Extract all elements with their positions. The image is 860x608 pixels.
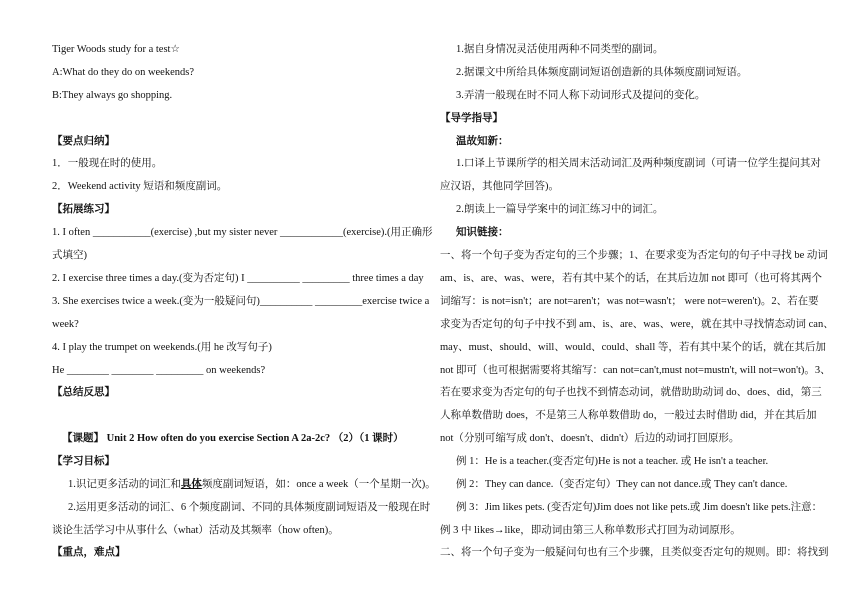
- paragraph-line: 一、将一个句子变为否定句的三个步骤；1、在要求变为否定句的句子中寻找 be 动词: [440, 250, 828, 261]
- section-heading-key-points: 【要点归纳】: [52, 136, 115, 147]
- section-heading-exercises: 【拓展练习】: [52, 204, 115, 215]
- example-question: A:What do they do on weekends?: [52, 67, 195, 78]
- objective-1-part-c: 频度副词短语，如：once a week（一个星期一次)。: [201, 479, 436, 490]
- exercise-3-line-2: week?: [52, 319, 79, 330]
- key-point-1: 1．一般现在时的使用。: [52, 158, 163, 169]
- review-1-line-1: 1.口译上节课所学的相关周末活动词汇及两种频度副词（可请一位学生提问其对: [456, 158, 821, 169]
- example-line-tiger-woods: Tiger Woods study for a test☆: [52, 44, 180, 55]
- paragraph-line: 若在要求变为否定句的句子也找不到情态动词，就借助助动词 do、does、did，第三: [440, 387, 822, 398]
- exercise-4-line-1: 4. I play the trumpet on weekends.(用 he 改写句子): [52, 342, 272, 353]
- section-heading-reflection: 【总结反思】: [52, 387, 115, 398]
- exercise-2: 2. I exercise three times a day.(变为否定句) I __________ _________ three times a day: [52, 273, 424, 284]
- exercise-3-line-1: 3. She exercises twice a week.(变为一般疑问句)__________ _________exercise twice a: [52, 296, 430, 307]
- difficulty-1: 1.据自身情况灵活使用两种不同类型的副词。: [456, 44, 664, 55]
- paragraph-line: am、is、are、was、were，若有其中某个的话，在其后边加 not 即可（也可将其两个: [440, 273, 823, 284]
- paragraph-line: not（分别可缩写成 don't、doesn't、didn't）后边的动词打回原形。: [440, 433, 740, 444]
- objective-1-part-a: 1.识记更多活动的词汇和: [68, 479, 181, 490]
- example-3-line-1: 例 3：Jim likes pets. (变否定句)Jim does not like pets.或 Jim doesn't like pets.注意：: [456, 502, 823, 513]
- exercise-1-line-2: 式填空): [52, 250, 87, 261]
- section-heading-difficulties: 【重点，难点】: [52, 547, 126, 558]
- difficulty-2: 2.据课文中所给具体频度副词短语创造新的具体频度副词短语。: [456, 67, 748, 78]
- subheading-review: 温故知新：: [456, 136, 509, 147]
- review-2: 2.朗读上一篇导学案中的词汇练习中的词汇。: [456, 204, 664, 215]
- paragraph-line: 词缩写：is not=isn't；are not=aren't；was not=wasn't； were not=weren't)。2、若在要: [440, 296, 819, 307]
- objective-2-line-2: 谈论生活学习中从事什么（what）活动及其频率（how often)。: [52, 525, 339, 536]
- example-1: 例 1：He is a teacher.(变否定句)He is not a teacher. 或 He isn't a teacher.: [456, 456, 769, 467]
- paragraph-line: 求变为否定句的句子中找不到 am、is、are、was、were，就在其中寻找情态动词 can、: [440, 319, 834, 330]
- paragraph-line: 人称单数借助 does，不是第三人称单数借助 do，一般过去时借助 did，并在其后加: [440, 410, 817, 421]
- review-1-line-2: 应汉语，其他同学回答)。: [440, 181, 559, 192]
- section-heading-guidance: 【导学指导】: [440, 113, 503, 124]
- paragraph-line: may、must、should、will、would、could、shall 等，若有其中某个的话，就在其后加: [440, 342, 826, 353]
- objective-1-emphasis: 具体: [180, 479, 202, 490]
- paragraph-line: not 即可（也可根据需要将其缩写：can not=can't,must not=mustn't, will not=won't)。3、: [440, 365, 831, 376]
- example-2: 例 2：They can dance.（变否定句）They can not dance.或 They can't dance.: [456, 479, 788, 490]
- paragraph-line-question-rules: 二、将一个句子变为一般疑问句也有三个步骤，且类似变否定句的规则。即：将找到: [440, 547, 829, 558]
- key-point-2: 2．Weekend activity 短语和频度副词。: [52, 181, 228, 192]
- objective-2-line-1: 2.运用更多活动的词汇、6 个频度副词、不同的具体频度副词短语及一般现在时: [68, 502, 431, 513]
- objective-1: [52, 478, 436, 492]
- section-heading-objectives: 【学习目标】: [52, 456, 115, 467]
- example-answer: B:They always go shopping.: [52, 90, 173, 101]
- difficulty-3: 3.弄清一般现在时不同人称下动词形式及提问的变化。: [456, 90, 706, 101]
- lesson-title: 【课题】 Unit 2 How often do you exercise Section A 2a-2c? （2）（1 课时）: [62, 433, 404, 444]
- subheading-knowledge-link: 知识链接：: [456, 227, 509, 238]
- exercise-4-line-2: He ________ ________ _________ on weekends?: [52, 365, 266, 376]
- example-3-line-2: 例 3 中 likes→like，即动词由第三人称单数形式打回为动词原形。: [440, 525, 741, 536]
- exercise-1-line-1: 1. I often ___________(exercise) ,but my sister never ____________(exercise).(用正确形: [52, 227, 433, 238]
